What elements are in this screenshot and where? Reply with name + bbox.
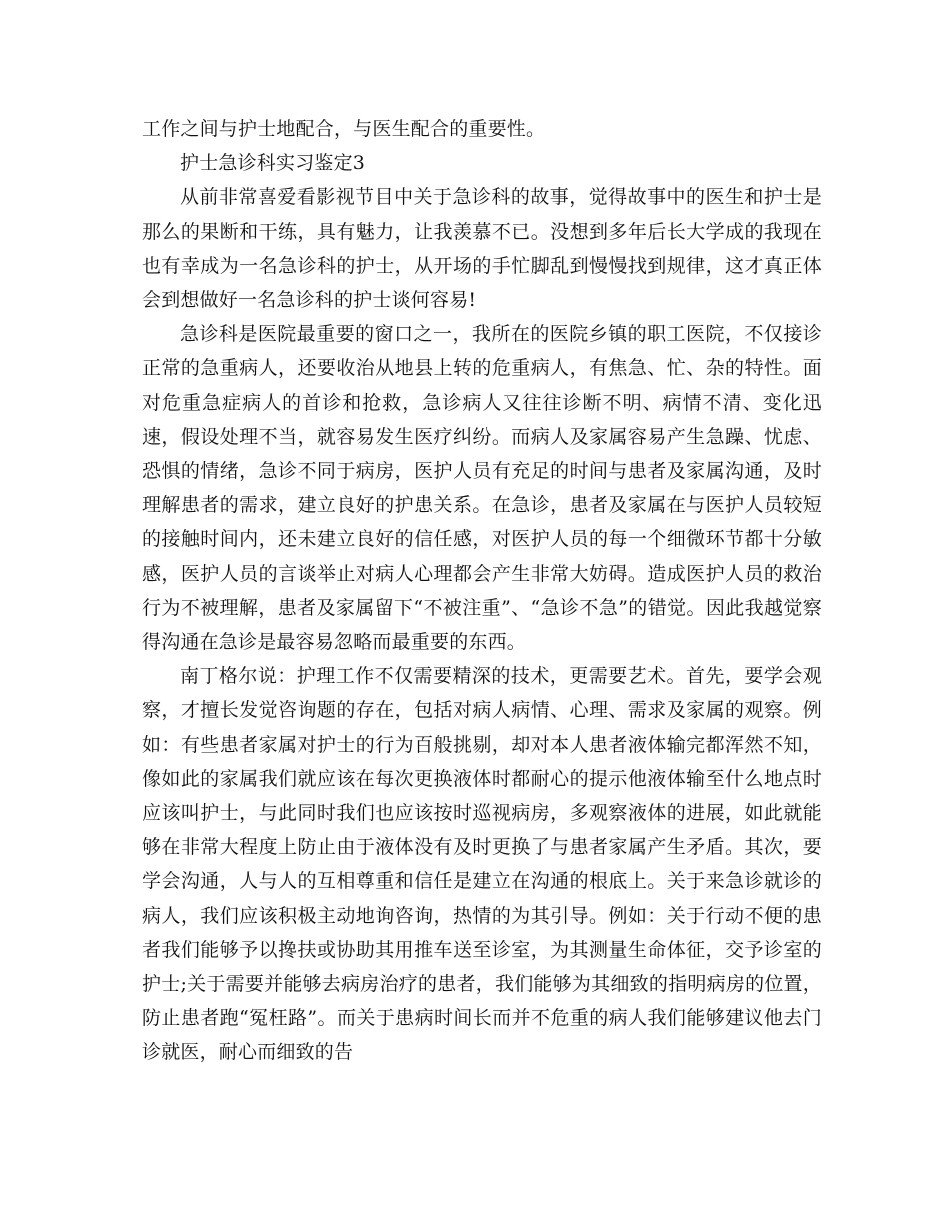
body-paragraph-1: 从前非常喜爱看影视节目中关于急诊科的故事，觉得故事中的医生和护士是那么的果断和干练，具有魅力，让我羡慕不已。没想到多年后长大学成的我现在也有幸成为一名急诊科的护士，从开场的手忙脚乱到慢慢找到规律，这才真正体会到想做好一名急诊科的护士谈何容易! bbox=[142, 186, 822, 312]
body-paragraph-3: 南丁格尔说：护理工作不仅需要精深的技术，更需要艺术。首先，要学会观察，才擅长发觉咨询题的存在，包括对病人病情、心理、需求及家属的观察。例如：有些患者家属对护士的行为百般挑剔，却对本人患者液体输完都浑然不知，像如此的家属我们就应该在每次更换液体时都耐心的提示他液体输至什么地点时应该叫护士，与此同时我们也应该按时巡视病房，多观察液体的进展，如此就能够在非常大程度上防止由于液体没有及时更换了与患者家属产生矛盾。其次，要学会沟通，人与人的互相尊重和信任是建立在沟通的根底上。关于来急诊就诊的病人，我们应该积极主动地询咨询，热情的为其引导。例如：关于行动不便的患者我们能够予以搀扶或协助其用推车送至诊室，为其测量生命体征，交予诊室的护士;关于需要并能够去病房治疗的患者，我们能够为其细致的指明病房的位置，防止患者跑“冤枉路”。而关于患病时间长而并不危重的病人我们能够建议他去门诊就医，耐心而细致的告 bbox=[142, 665, 822, 1064]
body-paragraph-2: 急诊科是医院最重要的窗口之一，我所在的医院乡镇的职工医院，不仅接诊正常的急重病人，还要收治从地县上转的危重病人，有焦急、忙、杂的特性。面对危重急症病人的首诊和抢救，急诊病人又往往诊断不明、病情不清、变化迅速，假设处理不当，就容易发生医疗纠纷。而病人及家属容易产生急躁、忧虑、恐惧的情绪，急诊不同于病房，医护人员有充足的时间与患者及家属沟通，及时理解患者的需求，建立良好的护患关系。在急诊，患者及家属在与医护人员较短的接触时间内，还未建立良好的信任感，对医护人员的每一个细微环节都十分敏感，医护人员的言谈举止对病人心理都会产生非常大妨碍。造成医护人员的救治行为不被理解，患者及家属留下“不被注重”、“急诊不急”的错觉。因此我越觉察得沟通在急诊是最容易忽略而最重要的东西。 bbox=[142, 323, 822, 654]
document-body bbox=[142, 112, 822, 1070]
continuation-paragraph: 工作之间与护士地配合，与医生配合的重要性。 bbox=[142, 118, 546, 140]
section-heading: 护士急诊科实习鉴定3 bbox=[180, 152, 366, 175]
